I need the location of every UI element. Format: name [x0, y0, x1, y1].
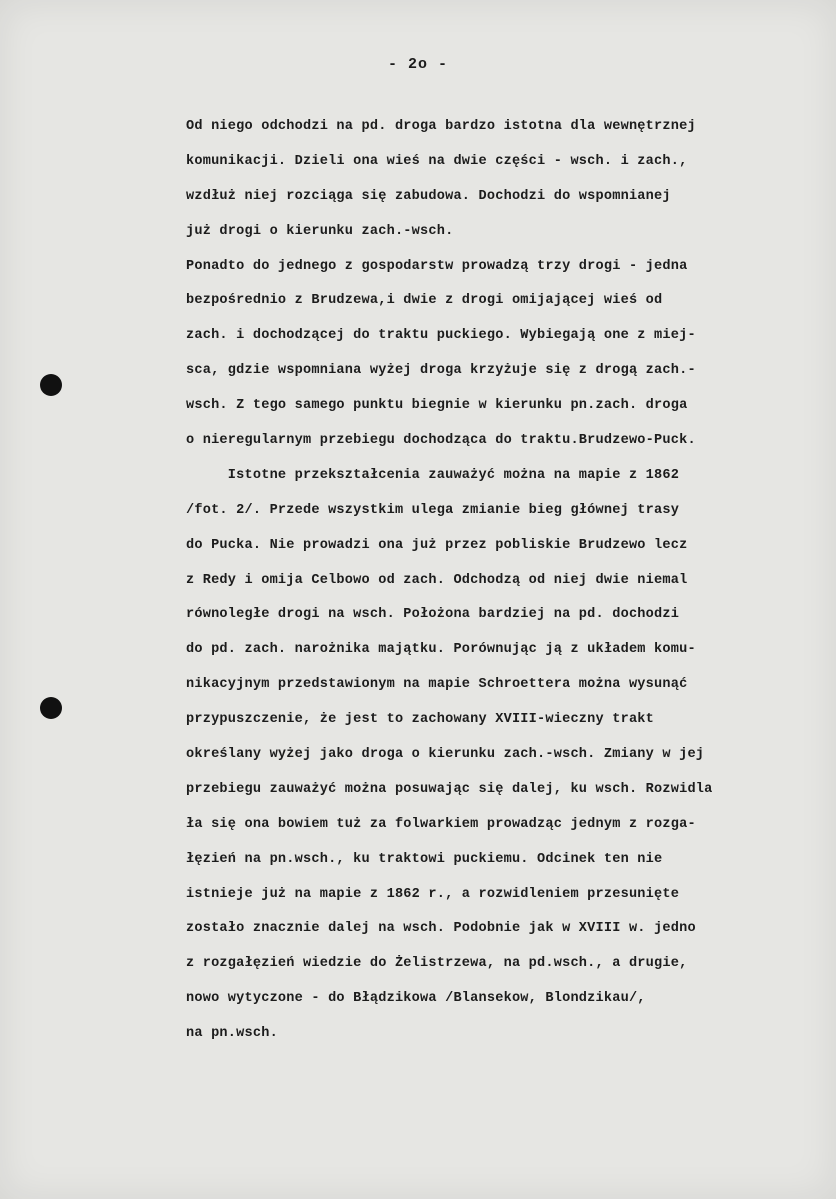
text-line: Ponadto do jednego z gospodarstw prowadzą trzy drogi - jedna	[186, 258, 688, 274]
text-line: nowo wytyczone - do Błądzikowa /Blansekow, Blondzikau/,	[186, 991, 646, 1007]
punch-hole-bottom	[40, 697, 62, 719]
text-line: Od niego odchodzi na pd. droga bardzo istotna dla wewnętrznej	[186, 119, 696, 134]
text-line: wsch. Z tego samego punktu biegnie w kierunku pn.zach. droga	[186, 398, 688, 414]
text-line: już drogi o kierunku zach.-wsch.	[186, 223, 454, 239]
text-line: sca, gdzie wspomniana wyżej droga krzyżuje się z drogą zach.-	[186, 363, 696, 379]
text-line: nikacyjnym przedstawionym na mapie Schroettera można wysunąć	[186, 677, 688, 693]
text-line: bezpośrednio z Brudzewa,i dwie z drogi omijającej wieś od	[186, 293, 663, 309]
text-line: zostało znacznie dalej na wsch. Podobnie jak w XVIII w. jedno	[186, 921, 696, 937]
text-line: łęzień na pn.wsch., ku traktowi puckiemu. Odcinek ten nie	[186, 851, 663, 867]
text-line: Istotne przekształcenia zauważyć można na mapie z 1862	[186, 467, 680, 483]
text-line: komunikacji. Dzieli ona wieś na dwie części - wsch. i zach.,	[186, 153, 688, 169]
text-line: z Redy i omija Celbowo od zach. Odchodzą od niej dwie niemal	[186, 572, 688, 588]
text-line: równoległe drogi na wsch. Położona bardziej na pd. dochodzi	[186, 607, 680, 623]
text-line: do pd. zach. narożnika majątku. Porównując ją z układem komu-	[186, 642, 696, 658]
text-line: zach. i dochodzącej do traktu puckiego. Wybiegają one z miej-	[186, 328, 696, 344]
text-line: przypuszczenie, że jest to zachowany XVIII-wieczny trakt	[186, 712, 655, 728]
text-line: /fot. 2/. Przede wszystkim ulega zmianie bieg głównej trasy	[186, 502, 680, 518]
text-line: z rozgałęzień wiedzie do Żelistrzewa, na pd.wsch., a drugie,	[186, 956, 688, 972]
punch-hole-top	[40, 374, 62, 396]
text-line: ła się ona bowiem tuż za folwarkiem prowadząc jednym z rozga-	[186, 816, 696, 832]
text-line: na pn.wsch.	[186, 1026, 278, 1042]
page-number: - 2o -	[387, 56, 448, 73]
text-line: określany wyżej jako droga o kierunku zach.-wsch. Zmiany w jej	[186, 747, 705, 763]
body-text	[186, 110, 826, 1052]
text-line: do Pucka. Nie prowadzi ona już przez pobliskie Brudzewo lecz	[186, 537, 688, 553]
text-line: przebiegu zauważyć można posuwając się dalej, ku wsch. Rozwidla	[186, 781, 713, 797]
text-line: istnieje już na mapie z 1862 r., a rozwidleniem przesunięte	[186, 886, 680, 902]
text-line: wzdłuż niej rozciąga się zabudowa. Dochodzi do wspomnianej	[186, 188, 671, 204]
text-line: o nieregularnym przebiegu dochodząca do traktu.Brudzewo-Puck.	[186, 433, 696, 449]
